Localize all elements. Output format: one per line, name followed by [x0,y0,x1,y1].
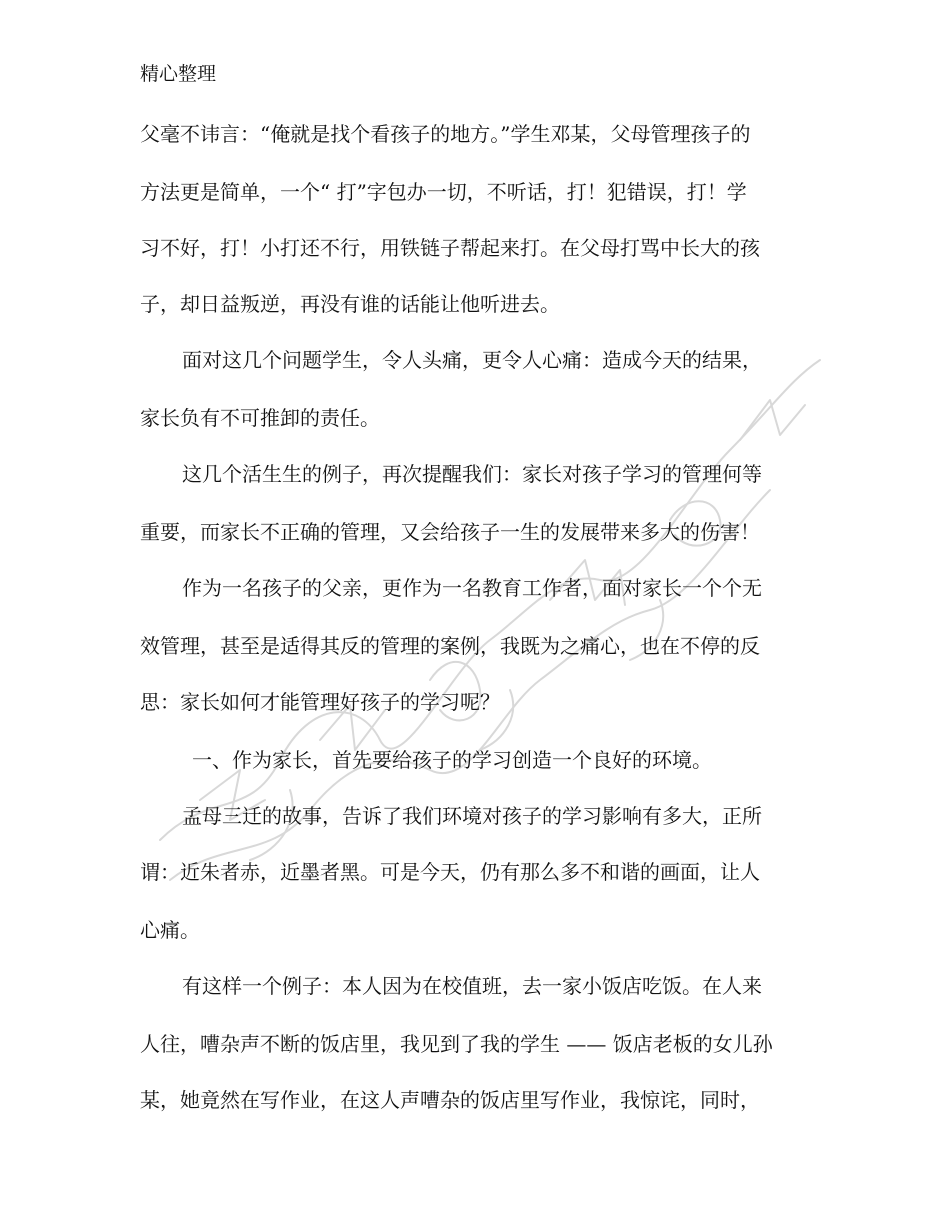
body-line: 这几个活生生的例子，再次提醒我们：家长对孩子学习的管理何等 [182,462,762,486]
body-line: 孟母三迁的故事，告诉了我们环境对孩子的学习影响有多大，正所 [182,804,762,828]
body-line: 家长负有不可推卸的责任。 [140,406,380,430]
body-line: 作为一名孩子的父亲，更作为一名教育工作者，面对家长一个个无 [182,576,762,600]
body-line: 心痛。 [140,918,200,942]
body-line: 效管理，甚至是适得其反的管理的案例，我既为之痛心，也在不停的反 [140,634,760,658]
body-line: 父毫不讳言：“俺就是找个看孩子的地方。”学生邓某，父母管理孩子的 [140,122,751,146]
body-line: 子，却日益叛逆，再没有谁的话能让他听进去。 [140,292,560,316]
body-line: 谓：近朱者赤，近墨者黑。可是今天，仍有那么多不和谐的画面，让人 [140,860,760,884]
body-line: 习不好，打！小打还不行，用铁链子帮起来打。在父母打骂中长大的孩 [140,236,760,260]
section-heading: 一、作为家长，首先要给孩子的学习创造一个良好的环境。 [192,748,712,772]
body-line: 方法更是简单，一个“ 打”字包办一切，不听话，打！犯错误，打！学 [140,180,747,204]
body-line: 重要，而家长不正确的管理，又会给孩子一生的发展带来多大的伤害！ [140,520,760,544]
page-header: 精心整理 [140,63,217,85]
body-line: 面对这几个问题学生，令人头痛，更令人心痛：造成今天的结果， [182,348,762,372]
body-line: 某，她竟然在写作业，在这人声嘈杂的饭店里写作业，我惊诧，同时， [140,1088,760,1112]
body-line: 思：家长如何才能管理好孩子的学习呢？ [140,690,500,714]
body-line: 人往，嘈杂声不断的饭店里，我见到了我的学生 —— 饭店老板的女儿孙 [140,1032,773,1056]
body-line: 有这样一个例子：本人因为在校值班，去一家小饭店吃饭。在人来 [182,974,762,998]
